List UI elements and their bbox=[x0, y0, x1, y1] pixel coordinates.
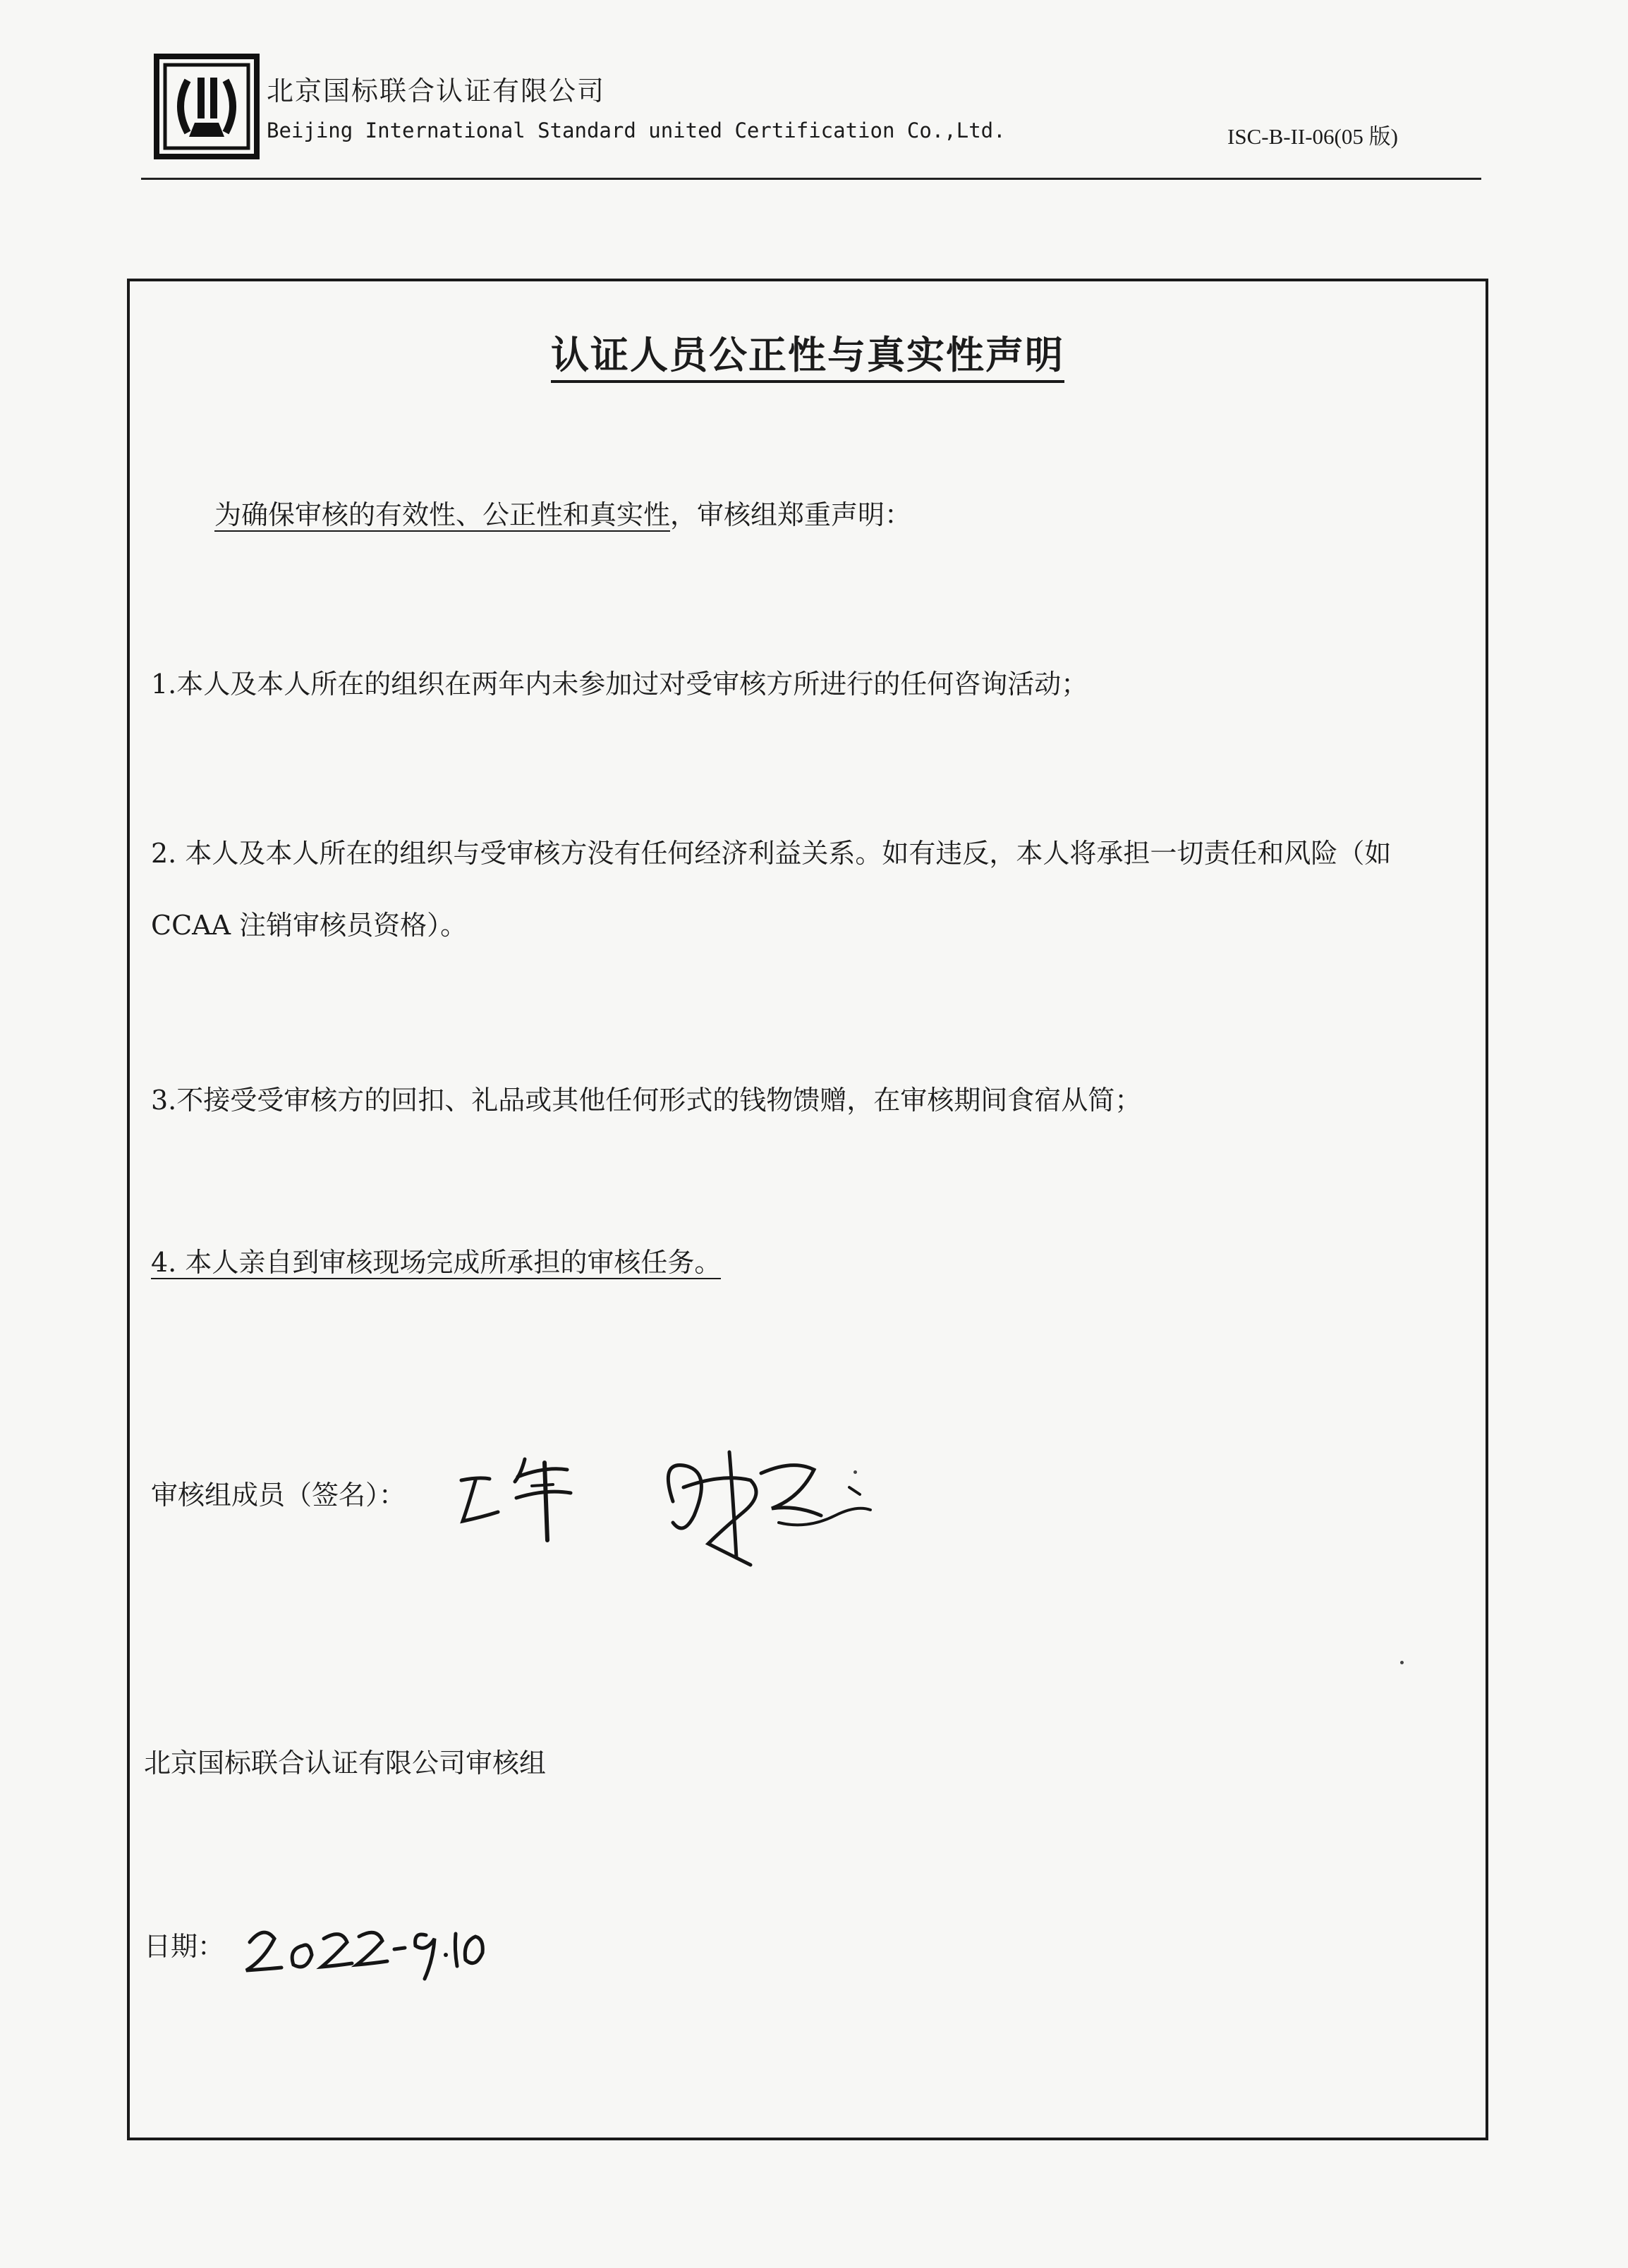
paper-speck bbox=[1400, 1661, 1404, 1664]
company-name-chinese: 北京国标联合认证有限公司 bbox=[267, 75, 606, 106]
declaration-intro bbox=[214, 479, 911, 551]
declaration-item-1: 1.本人及本人所在的组织在两年内未参加过对受审核方所进行的任何咨询活动； bbox=[151, 669, 1088, 700]
handwritten-date bbox=[236, 1907, 490, 1984]
declaration-title bbox=[130, 325, 1486, 379]
handwritten-signature-1 bbox=[447, 1438, 602, 1544]
paper-speck bbox=[854, 1470, 857, 1474]
document-header bbox=[141, 49, 1481, 183]
company-name-english: Beijing International Standard united Certification Co.,Ltd. bbox=[267, 118, 1006, 142]
signature-label: 审核组成员（签名）： bbox=[151, 1480, 406, 1511]
intro-underlined-text: 为确保审核的有效性、公正性和真实性 bbox=[214, 499, 671, 530]
declaration-item-4-text: 4. 本人亲自到审核现场完成所承担的审核任务。 bbox=[151, 1247, 722, 1278]
audit-team-organization: 北京国标联合认证有限公司审核组 bbox=[144, 1748, 547, 1779]
form-code: ISC-B-II-06(05 版) bbox=[1227, 124, 1398, 149]
declaration-item-3: 3.不接受受审核方的回扣、礼品或其他任何形式的钱物馈赠，在审核期间食宿从简； bbox=[151, 1085, 1142, 1116]
intro-rest-text: ，审核组郑重声明： bbox=[670, 499, 912, 530]
handwritten-signature-2 bbox=[645, 1431, 927, 1572]
date-label: 日期： bbox=[144, 1931, 225, 1962]
header-divider bbox=[141, 178, 1481, 180]
company-logo-icon bbox=[154, 54, 260, 159]
declaration-item-4 bbox=[151, 1226, 721, 1298]
declaration-frame bbox=[127, 279, 1488, 2140]
declaration-title-text: 认证人员公正性与真实性声明 bbox=[551, 333, 1064, 383]
declaration-item-2: 2. 本人及本人所在的组织与受审核方没有任何经济利益关系。如有违反，本人将承担一切责任和风险（如 CCAA 注销审核员资格）。 bbox=[151, 838, 1392, 941]
